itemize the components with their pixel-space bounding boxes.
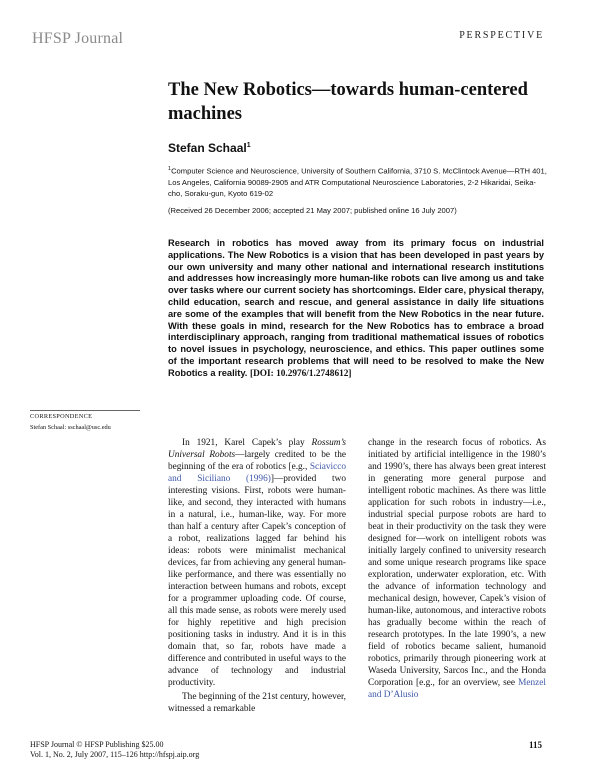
doi-link[interactable]: [DOI: 10.2976/1.2748612] <box>250 368 352 379</box>
citation-link[interactable]: Sciavicco and Siciliano (1996) <box>168 462 346 484</box>
body-column-2 <box>368 437 546 701</box>
play-title: Rossum’s Universal Robots <box>168 438 346 460</box>
journal-name: HFSP Journal <box>32 30 124 47</box>
body-paragraph: The beginning of the 21st century, however, witnessed a remarkable <box>168 692 346 714</box>
correspondence-heading: CORRESPONDENCE <box>30 413 93 420</box>
body-paragraph <box>168 437 346 689</box>
author-affiliation-mark: 1 <box>246 142 251 149</box>
footer-line-1: HFSP Journal © HFSP Publishing $25.00 <box>30 740 164 749</box>
paragraph-text: ]—provided two interesting visions. First, robots were human-like, and second, they interacted with humans in a natural, i.e., human-like, way. For more than half a century after Capek’s conception of a robot, realizations lagged far behind his ideas: robots were minimalist mechanical devices, far from achieving any general human-like performance, and there was essentially no interaction between humans and robots, except for a programmer uploading code. Of course, all this made sense, as robots were merely used for highly repetitive and high precision positioning tasks in industry. And it is in this domain that, so far, robots have made a difference and contributed in useful ways to the advance of technology and industrial productivity. <box>168 474 346 688</box>
received-dates: (Received 26 December 2006; accepted 21 May 2007; published online 16 July 2007) <box>168 206 457 215</box>
body-column-1 <box>168 437 346 715</box>
author-name: Stefan Schaal <box>168 141 247 155</box>
affiliation-text: Computer Science and Neuroscience, University of Southern California, 3710 S. McClintock Avenue—RTH 401, Los Angeles, California 90089-2905 and ATR Computational Neuroscience Laboratories, 2-2 Hikaridai, Seika-cho, Soraku-gun, Kyoto 619-02 <box>168 166 547 198</box>
affiliation <box>168 164 548 199</box>
page-number: 115 <box>528 740 542 750</box>
correspondence-email[interactable]: Stefan Schaal: sschaal@usc.edu <box>30 424 111 431</box>
correspondence-rule <box>30 410 140 411</box>
citation-link[interactable]: Menzel and D’Alusio <box>368 678 546 700</box>
section-label: PERSPECTIVE <box>459 30 544 41</box>
footer-citation <box>30 740 199 760</box>
abstract-text: Research in robotics has moved away from its primary focus on industrial applications. The New Robotics is a vision that has been developed in past years by our own university and many other national and international research institutions and addresses how increasingly more human-like robots can live among us and take over tasks where our current society has shortcomings. Elder care, physical therapy, child education, search and rescue, and general assistance in daily life situations are some of the examples that will benefit from the New Robotics in the near future. With these goals in mind, research for the New Robotics has to embrace a broad interdisciplinary approach, ranging from traditional mathematical issues of robotics to novel issues in psychology, neuroscience, and ethics. This paper outlines some of the important research problems that will need to be resolved to make the New Robotics a reality. <box>168 238 544 378</box>
affiliation-mark: 1 <box>168 166 172 172</box>
footer-line-2: Vol. 1, No. 2, July 2007, 115–126 http://hfspj.aip.org <box>30 750 200 759</box>
article-title: The New Robotics—towards human-centered machines <box>168 80 528 124</box>
paragraph-text: In 1921, Karel Capek’s play <box>182 438 312 448</box>
body-paragraph <box>368 437 546 701</box>
author-line <box>168 141 251 155</box>
abstract <box>168 238 544 381</box>
paragraph-text: —largely credited to be the beginning of the era of robotics [e.g., <box>168 450 346 472</box>
paragraph-text: change in the research focus of robotics. As initiated by artificial intelligence in the 1980’s and 1990’s, there has always been great interest in generating more general purpose and intelligent robotic machines. As there was little application for such robots in industry—i.e., industrial special purpose robots are hard to beat in their productivity on the task they were designed for—work on intelligent robots was initially largely confined to university research and some unique research programs like space exploration, underwater exploration, etc. With the advance of information technology and mechanical design, however, Capek’s vision of human-like, autonomous, and interactive robots has gradually become within the reach of research prototypes. In the late 1990’s, a new field of robotics became salient, humanoid robotics, primarily through pioneering work at Waseda University, Sarcos Inc., and the Honda Corporation [e.g., for an overview, see <box>368 438 546 688</box>
